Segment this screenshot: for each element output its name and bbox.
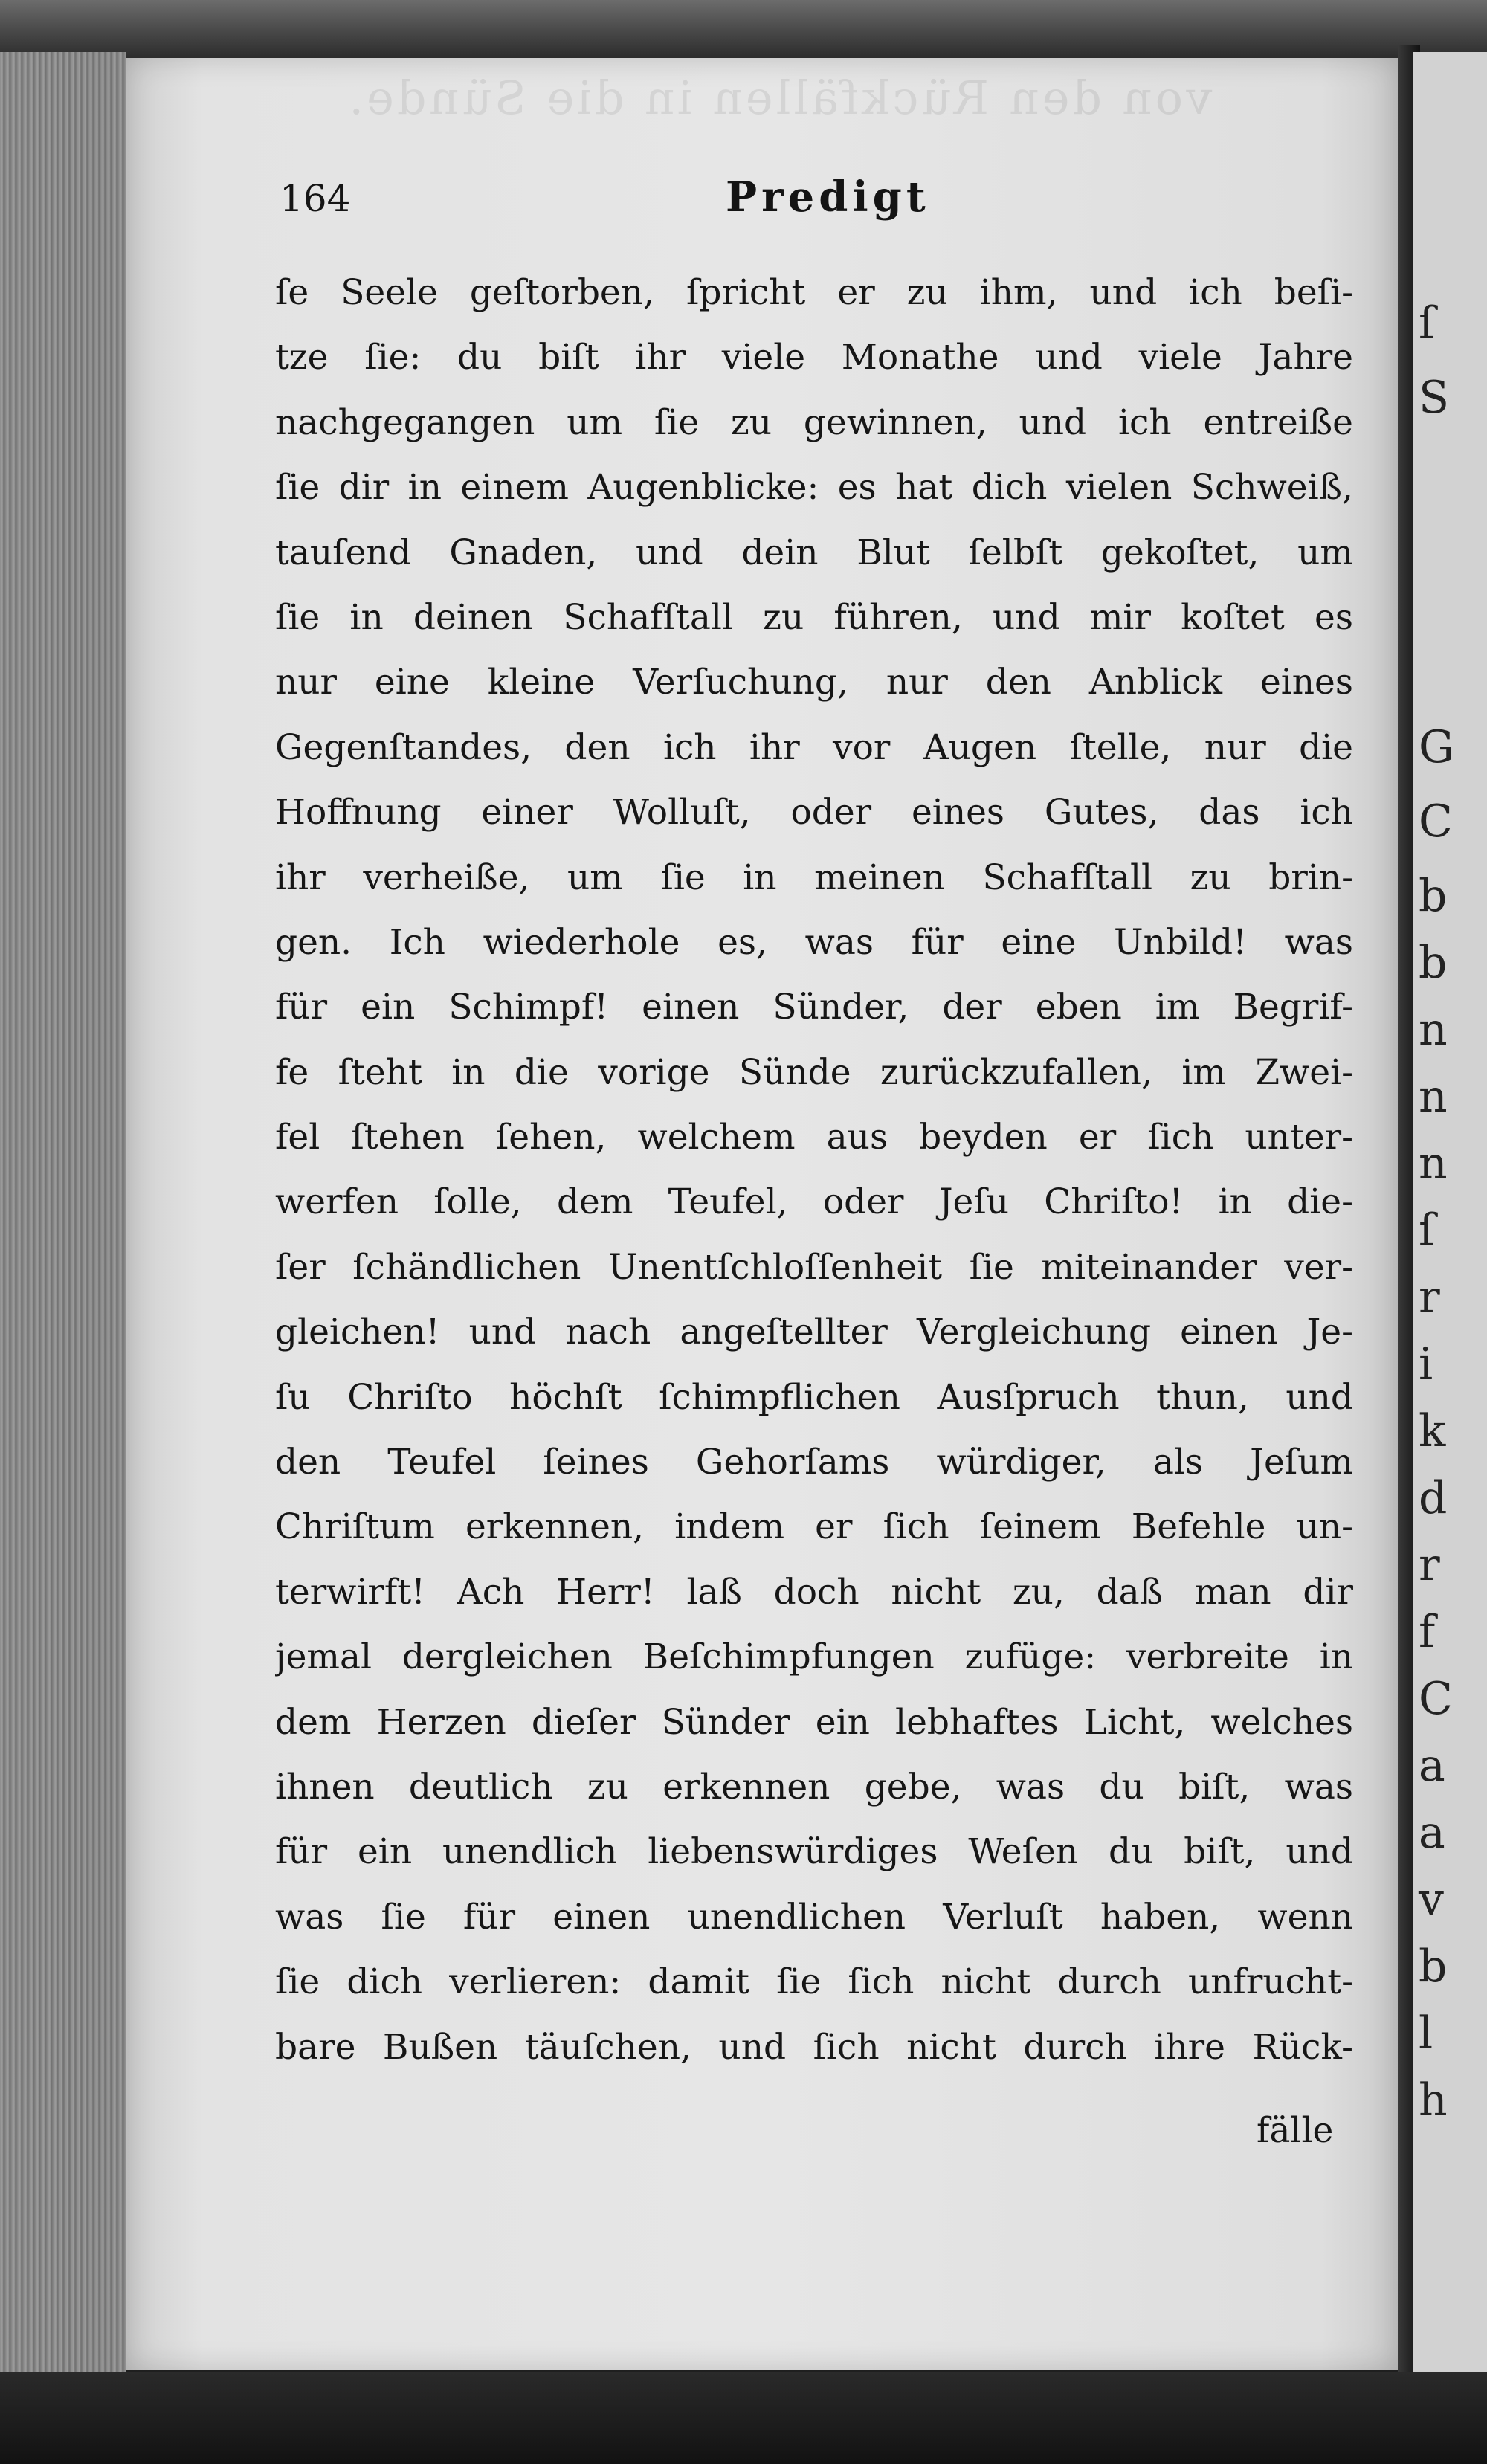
text-line: ſe Seele geſtorben, ſpricht er zu ihm, und ich beſi- bbox=[275, 272, 1353, 313]
running-title: Predigt bbox=[726, 172, 930, 222]
text-line: tauſend Gnaden, und dein Blut ſelbſt gekoſtet, um bbox=[275, 532, 1353, 573]
text-line: ſer ſchändlichen Unentſchloſſenheit ſie miteinander ver- bbox=[275, 1246, 1353, 1288]
text-line: jemal dergleichen Beſchimpfungen zufüge: verbreite in bbox=[275, 1636, 1353, 1678]
text-line: bare Bußen täuſchen, und ſich nicht durch ihre Rück- bbox=[275, 2026, 1353, 2068]
text-line: ihnen deutlich zu erkennen gebe, was du biſt, was bbox=[275, 1766, 1353, 1807]
bleed-through-header: von den Rückfällen in die Sünde. bbox=[346, 71, 1212, 125]
text-line: gleichen! und nach angeſtellter Vergleichung einen Je- bbox=[275, 1312, 1353, 1353]
text-line: ihr verheiße, um ſie in meinen Schafſtall zu brin- bbox=[275, 857, 1353, 898]
text-line: was ſie für einen unendlichen Verluſt haben, wenn bbox=[275, 1896, 1353, 1938]
text-line: für ein Schimpf! einen Sünder, der eben im Begrif- bbox=[275, 987, 1353, 1028]
body-text bbox=[275, 260, 1353, 2080]
text-line: gen. Ich wiederhole es, was für eine Unbild! was bbox=[275, 921, 1353, 963]
text-line: nachgegangen um ſie zu gewinnen, und ich entreiße bbox=[275, 401, 1353, 443]
top-binding-band bbox=[0, 0, 1487, 59]
text-line: nur eine kleine Verſuchung, nur den Anblick eines bbox=[275, 662, 1353, 703]
text-line: dem Herzen dieſer Sünder ein lebhaftes Licht, welches bbox=[275, 1701, 1353, 1743]
facing-page-edge: ſ S G C b b n n n ſ r i k d r f C a a v b l h bbox=[1413, 52, 1487, 2387]
text-line: ſu Chriſto höchſt ſchimpflichen Ausſpruch thun, und bbox=[275, 1376, 1353, 1418]
catchword: fälle bbox=[1257, 2110, 1334, 2151]
text-line: Gegenſtandes, den ich ihr vor Augen ſtelle, nur die bbox=[275, 726, 1353, 768]
page-edges-stack bbox=[0, 52, 126, 2379]
text-line: tze ſie: du biſt ihr viele Monathe und viele Jahre bbox=[275, 337, 1353, 378]
text-line: den Teufel ſeines Gehorſams würdiger, als Jeſum bbox=[275, 1442, 1353, 1483]
bottom-background bbox=[0, 2372, 1487, 2464]
text-line: Chriſtum erkennen, indem er ſich ſeinem Befehle un- bbox=[275, 1506, 1353, 1548]
text-line: fe ſteht in die vorige Sünde zurückzufallen, im Zwei- bbox=[275, 1051, 1353, 1093]
text-line: ſie in deinen Schafſtall zu führen, und mir koſtet es bbox=[275, 596, 1353, 638]
text-line: terwirft! Ach Herr! laß doch nicht zu, daß man dir bbox=[275, 1571, 1353, 1613]
page-header bbox=[280, 172, 1365, 236]
text-line: Hoffnung einer Wolluſt, oder eines Gutes, das ich bbox=[275, 792, 1353, 833]
text-line: für ein unendlich liebenswürdiges Weſen du biſt, und bbox=[275, 1831, 1353, 1873]
text-line: werfen ſolle, dem Teufel, oder Jeſu Chriſto! in die- bbox=[275, 1181, 1353, 1223]
text-line: ſie dich verlieren: damit ſie ſich nicht durch unfrucht- bbox=[275, 1961, 1353, 2003]
text-line: ſie dir in einem Augenblicke: es hat dich vielen Schweiß, bbox=[275, 467, 1353, 509]
page-number: 164 bbox=[280, 177, 351, 220]
text-line: fel ſtehen ſehen, welchem aus beyden er ſich unter- bbox=[275, 1117, 1353, 1158]
